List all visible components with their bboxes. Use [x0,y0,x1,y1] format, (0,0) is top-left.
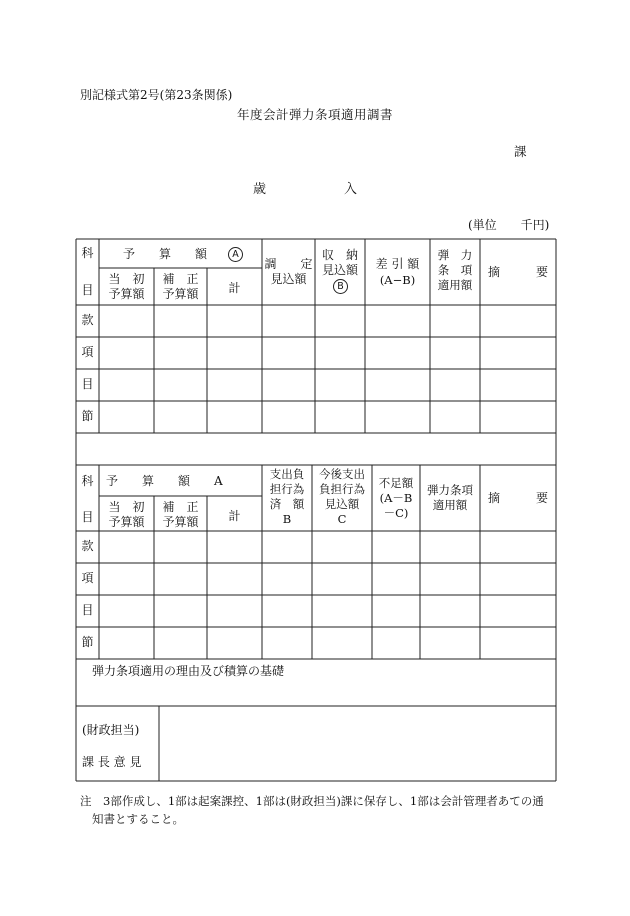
t1-toushoyosan: 当 初 予算額 [108,272,145,301]
note-line-2: 知書とすること。 [92,812,184,826]
t1-sahiki-text: 差 引 額 [375,257,420,271]
t1-row-kan: 款 [81,313,94,327]
t2-kei: 計 [228,509,241,523]
t2-row-moku: 目 [81,603,94,617]
t2-shishutsu: 支出負 担行為 済 額 B [269,467,305,526]
t2-kamoku-top: 科 [81,474,94,488]
t1-kamoku-top: 科 [81,246,94,260]
t2-kongo: 今後支出 負担行為 見込額 C [319,467,365,526]
zaisei-label: (財政担当) [82,723,140,737]
t1-sahiki-formula: (A−B) [379,273,416,287]
t2-danryoku: 弾力条項 適用額 [427,483,473,512]
note-line-1: 注 3部作成し、1部は起案課控、1部は(財政担当)課に保存し、1部は会計管理者あての通 [80,794,544,808]
t2-fusoku: 不足額 (A－B －C) [378,476,414,520]
t1-row-moku: 目 [81,377,94,391]
kacho-iken-label: 課 長 意 見 [82,755,142,769]
t1-row-setsu: 節 [81,409,94,423]
t2-row-setsu: 節 [81,635,94,649]
department-label: 課 [514,144,527,159]
t2-row-kou: 項 [81,571,94,585]
t1-kei: 計 [228,281,241,295]
t2-hoseiyosan: 補 正 予算額 [162,500,199,529]
t1-danryoku: 弾 力 条 項 適用額 [437,248,473,292]
document-title: 年度会計弾力条項適用調書 [236,107,393,122]
t1-kamoku-bottom: 目 [81,283,94,297]
form-number: 別記様式第2号(第23条関係) [80,88,233,102]
section-title: 歳 入 [253,182,358,197]
t2-toushoyosan: 当 初 予算額 [108,500,145,529]
t2-kamoku-bottom: 目 [81,510,94,524]
t1-hoseiyosan: 補 正 予算額 [162,272,199,301]
t1-shunou-mark: B [333,279,348,294]
t1-yosan-mark: A [228,247,243,262]
t1-row-kou: 項 [81,345,94,359]
t1-shunou-text: 収 納 見込額 [321,248,358,277]
unit-label: (単位 千円) [468,218,550,232]
reason-label: 弾力条項適用の理由及び積算の基礎 [92,664,285,678]
t1-yosan-label: 予 算 額 [122,247,207,261]
t2-tekiyo: 摘 要 [487,491,548,505]
t2-yosan-label: 予 算 額 A [106,474,223,488]
t2-row-kan: 款 [81,539,94,553]
t1-tekiyo: 摘 要 [487,265,548,279]
t1-chotei: 調 定 見込額 [264,257,313,286]
